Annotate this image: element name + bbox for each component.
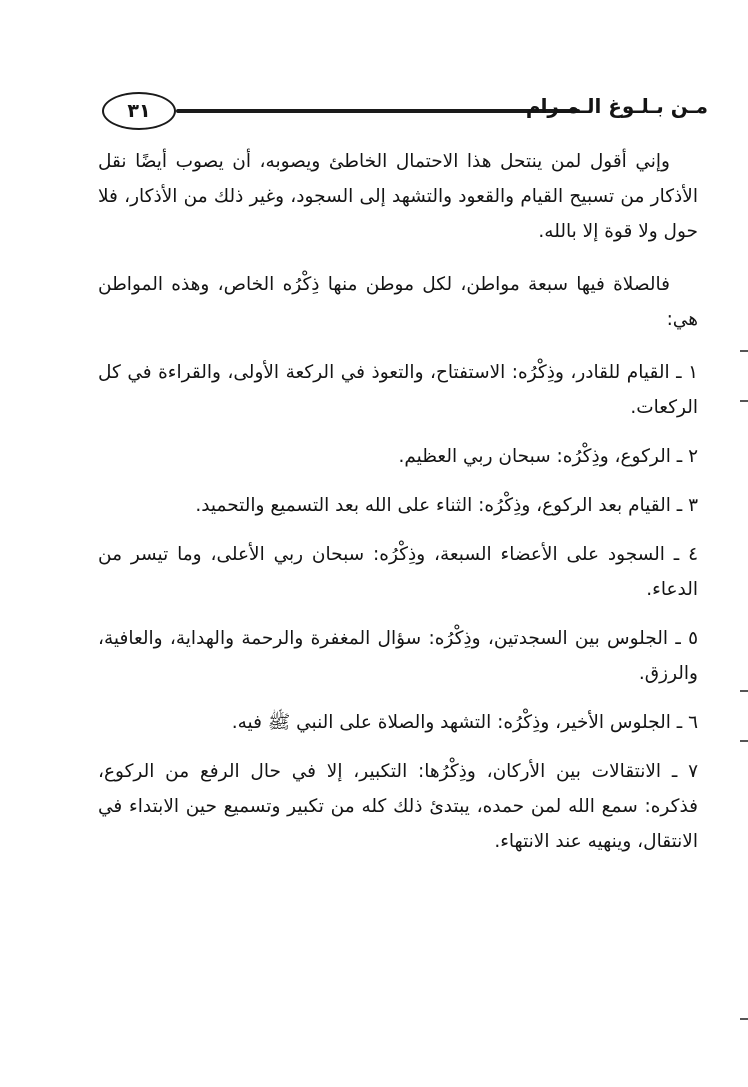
- list-item-4: ٤ ـ السجود على الأعضاء السبعة، وذِكْرُه: سبحان ربي الأعلى، وما تيسر من الدعاء.: [98, 544, 698, 600]
- paragraph-intro-1: وإني أقول لمن ينتحل هذا الاحتمال الخاطئ ويصوبه، أن يصوب أيضًا نقل الأذكار من تسبيح القيام والقعود والتشهد إلى السجود، وغير ذلك من الأذكار، فلا حول ولا قوة إلا بالله.: [98, 151, 698, 242]
- page-number: ٣١: [127, 100, 151, 122]
- list-item-3: ٣ ـ القيام بعد الركوع، وذِكْرُه: الثناء على الله بعد التسميع والتحميد.: [195, 495, 698, 516]
- list-item-7: ٧ ـ الانتقالات بين الأركان، وذِكْرُها: التكبير، إلا في حال الرفع من الركوع، فذكره: سمع الله لمن حمده، يبتدئ ذلك كله من تكبير وتسميع حين الابتداء في الانتقال، وينهيه عند الانتهاء.: [98, 761, 698, 852]
- margin-mark: [740, 740, 748, 742]
- list-item-2: ٢ ـ الركوع، وذِكْرُه: سبحان ربي العظيم.: [398, 446, 698, 467]
- book-title: مـن بـلـوغ الـمـرام: [525, 94, 708, 118]
- running-header: [96, 88, 708, 134]
- paragraph-intro-2: فالصلاة فيها سبعة مواطن، لكل موطن منها ذِكْرُه الخاص، وهذه المواطن هي:: [98, 274, 698, 330]
- list-item-6: ٦ ـ الجلوس الأخير، وذِكْرُه: التشهد والصلاة على النبي ﷺ فيه.: [231, 712, 698, 733]
- page-number-oval: [102, 92, 176, 130]
- margin-mark: [740, 1018, 748, 1020]
- list-item-1: ١ ـ القيام للقادر، وذِكْرُه: الاستفتاح، والتعوذ في الركعة الأولى، والقراءة في كل الركعات.: [98, 362, 698, 418]
- margin-mark: [740, 350, 748, 352]
- list-item-5: ٥ ـ الجلوس بين السجدتين، وذِكْرُه: سؤال المغفرة والرحمة والهداية، والعافية، والرزق.: [98, 628, 698, 684]
- header-rule: [176, 109, 580, 113]
- body-text: [98, 144, 698, 873]
- margin-mark: [740, 400, 748, 402]
- margin-mark: [740, 690, 748, 692]
